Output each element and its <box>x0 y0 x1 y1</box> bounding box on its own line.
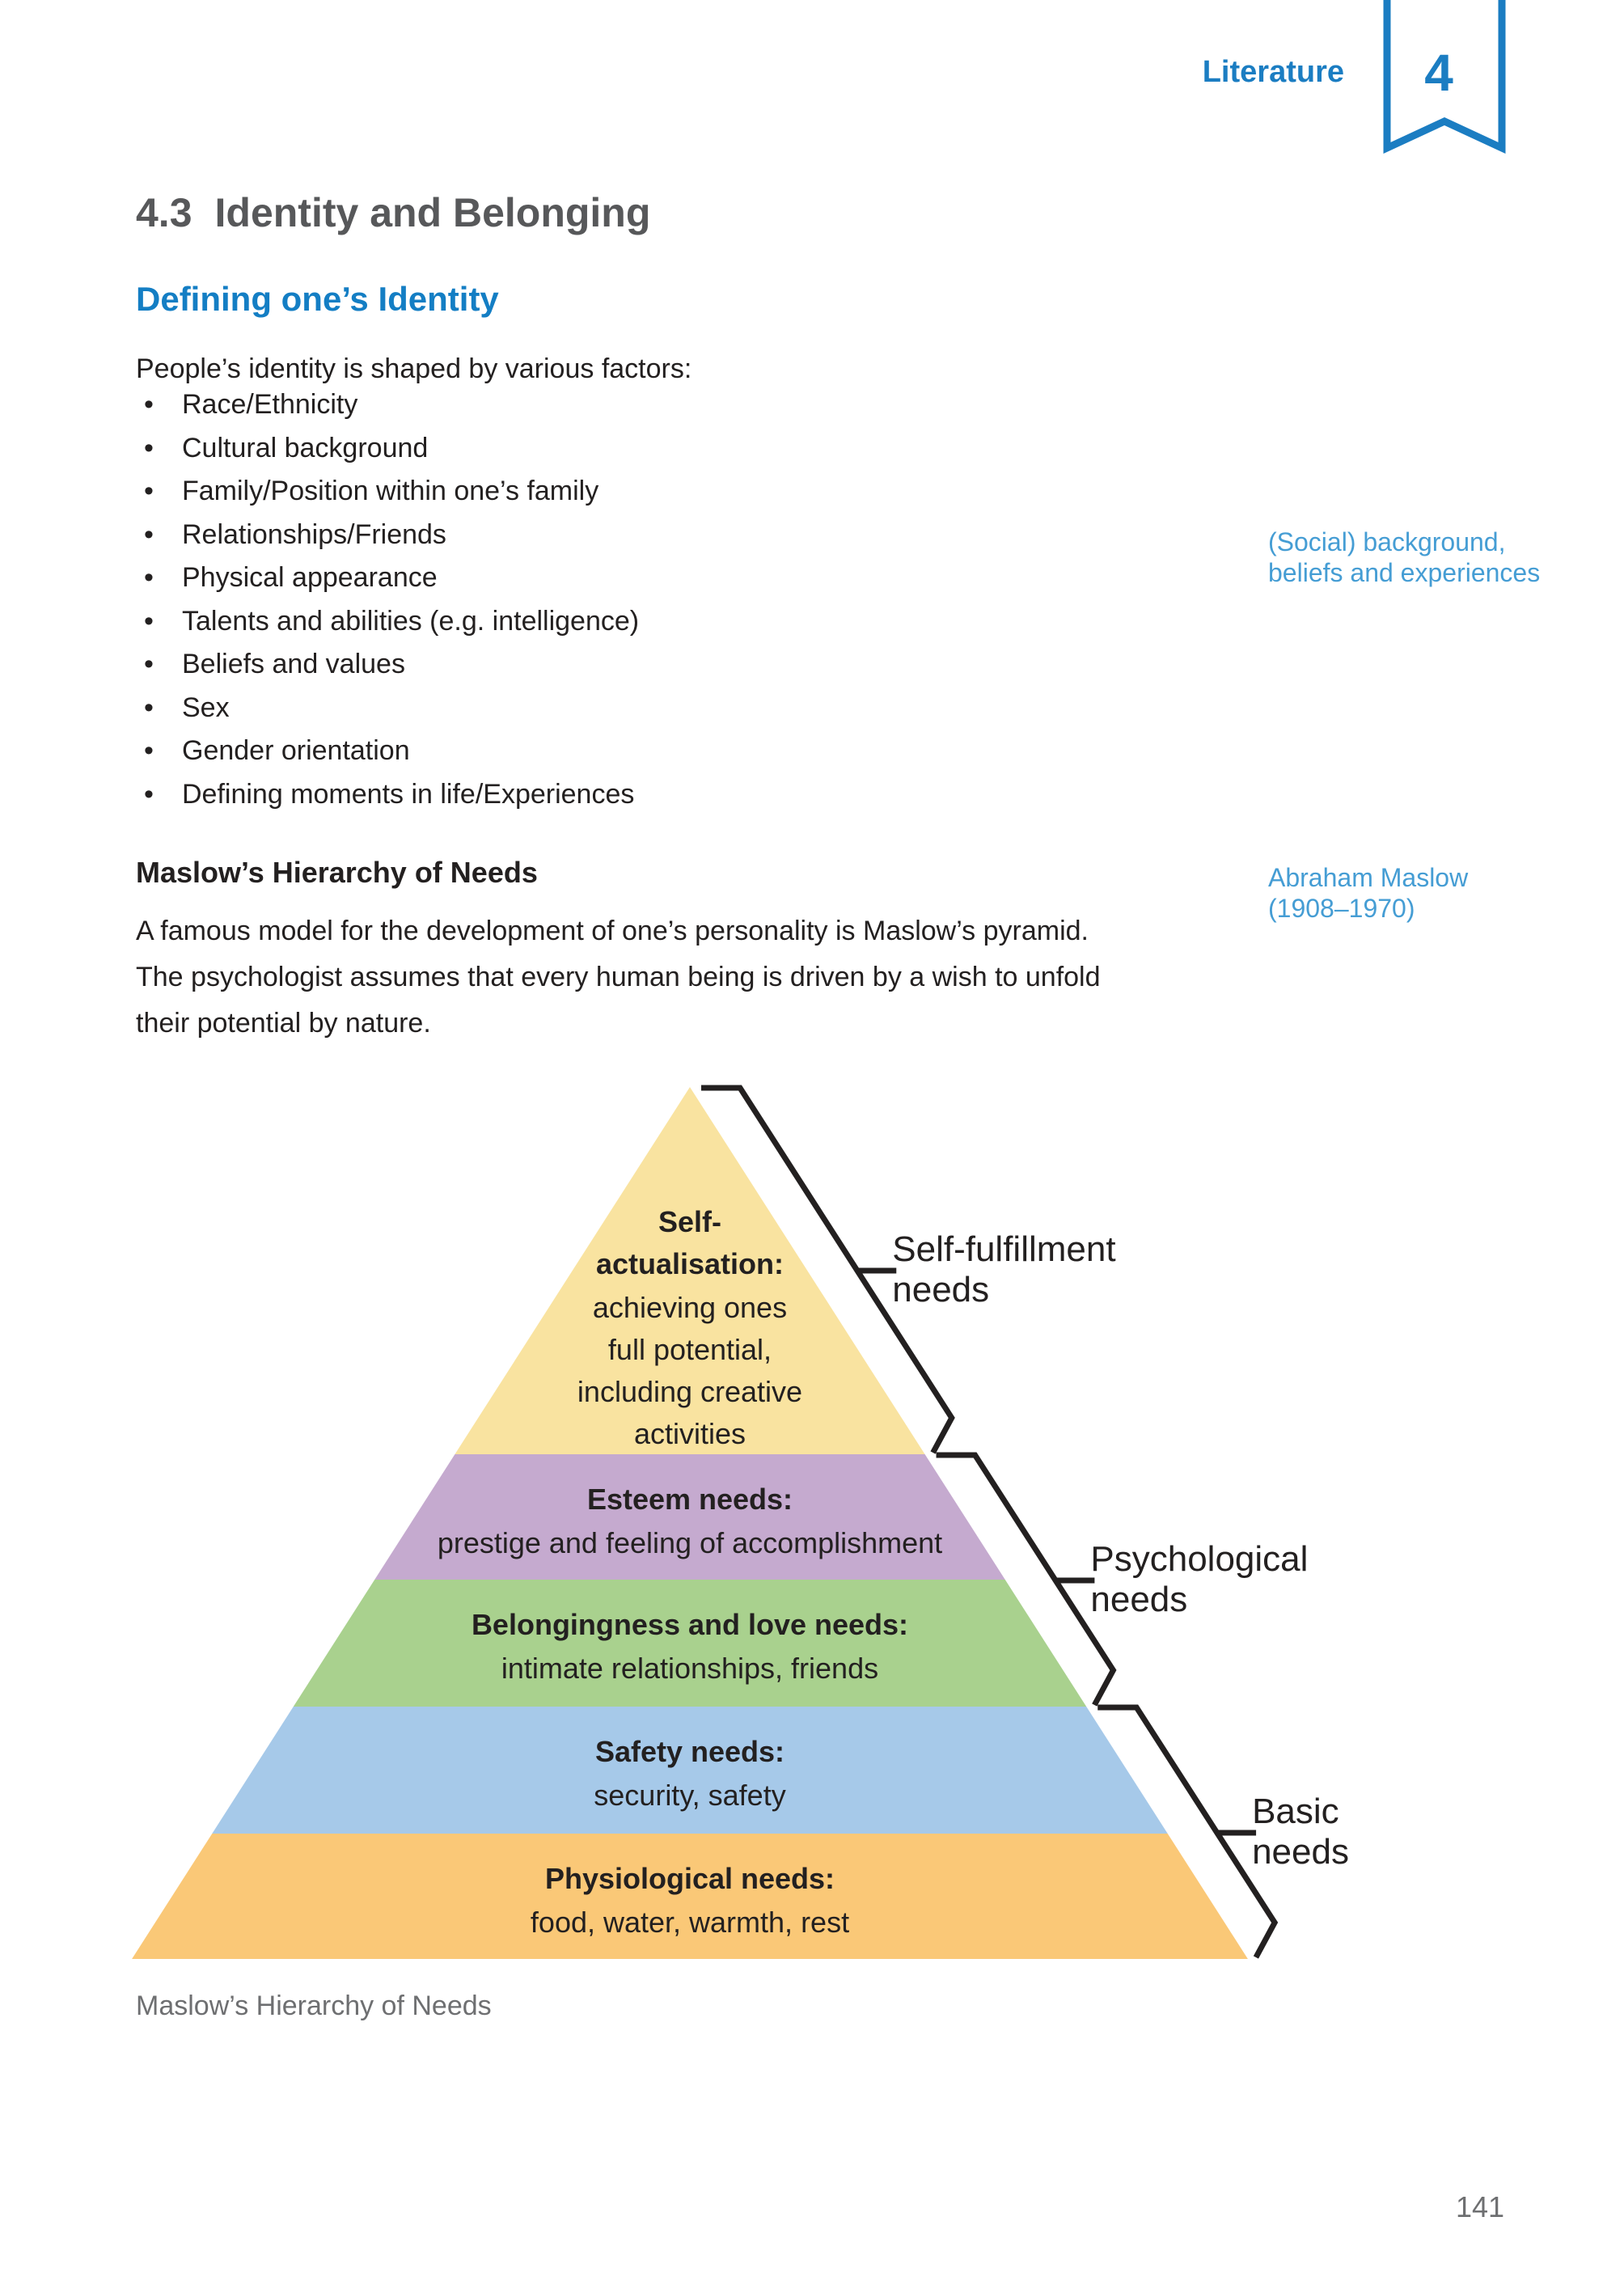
intro-heading: Defining one’s Identity <box>136 280 499 318</box>
tier-description: food, water, warmth, rest <box>530 1906 850 1939</box>
maslow-heading: Maslow’s Hierarchy of Needs <box>136 856 538 889</box>
list-item: • Relationships/Friends <box>136 521 1106 565</box>
list-item: • Beliefs and values <box>136 650 1106 694</box>
pyramid-tier-2 <box>374 1454 1005 1580</box>
group-label: needs <box>1252 1832 1349 1872</box>
paragraph-line: The psychologist assumes that every human being is driven by a wish to unfold <box>136 962 1101 992</box>
paragraph-line: A famous model for the development of one’s personality is Maslow’s pyramid. <box>136 916 1089 946</box>
list-item: • Talents and abilities (e.g. intelligence) <box>136 607 1106 651</box>
group-label: Self-fulfillment <box>892 1229 1116 1269</box>
margin-note-abraham-maslow <box>1268 862 1592 924</box>
list-item: • Cultural background <box>136 434 1106 478</box>
list-item: • Gender orientation <box>136 737 1106 781</box>
maslow-pyramid-figure <box>0 1051 1624 1990</box>
list-item: • Family/Position within one’s family <box>136 477 1106 521</box>
tier-description: activities <box>633 1417 746 1450</box>
tier-title: Physiological needs: <box>544 1862 835 1895</box>
margin-note-line: Abraham Maslow <box>1268 863 1469 892</box>
list-item: • Sex <box>136 694 1106 738</box>
intro-lead: People’s identity is shaped by various factors: <box>136 353 692 384</box>
group-label: needs <box>892 1270 990 1309</box>
pyramid-tier-3 <box>294 1580 1086 1707</box>
margin-note-line: beliefs and experiences <box>1268 558 1541 587</box>
paragraph-line: their potential by nature. <box>136 1008 431 1039</box>
identity-factor-list <box>136 391 1106 823</box>
figure-caption: Maslow’s Hierarchy of Needs <box>136 1991 492 2021</box>
margin-note-social-background <box>1268 527 1592 588</box>
page-title <box>136 192 650 233</box>
list-item: • Defining moments in life/Experiences <box>136 781 1106 824</box>
maslow-paragraph <box>136 908 1284 1047</box>
tier-title: actualisation: <box>595 1247 785 1280</box>
margin-note-line: (1908–1970) <box>1268 894 1415 923</box>
tier-description: prestige and feeling of accomplishment <box>437 1526 943 1559</box>
group-label: Basic <box>1252 1792 1339 1831</box>
page-number: 141 <box>1455 2190 1505 2223</box>
tier-title: Safety needs: <box>594 1735 785 1768</box>
section-number: 4.3 <box>136 190 192 235</box>
header-subject: Literature <box>1202 55 1344 89</box>
section-title-text: Identity and Belonging <box>214 190 651 235</box>
pyramid-tier-5 <box>132 1834 1248 1959</box>
tier-description: including creative <box>577 1375 803 1408</box>
list-item: • Physical appearance <box>136 564 1106 607</box>
list-item: • Race/Ethnicity <box>136 391 1106 434</box>
pyramid-tier-4 <box>212 1707 1167 1834</box>
tier-title: Belongingness and love needs: <box>471 1608 909 1641</box>
margin-note-line: (Social) background, <box>1268 527 1506 556</box>
tier-description: achieving ones <box>592 1291 788 1324</box>
tier-description: intimate relationships, friends <box>501 1652 879 1685</box>
group-label: needs <box>1090 1580 1188 1619</box>
chapter-number: 4 <box>1424 44 1453 102</box>
group-label: Psychological <box>1090 1539 1309 1579</box>
tier-title: Esteem needs: <box>586 1483 793 1516</box>
tier-title: Self- <box>658 1205 722 1238</box>
tier-description: security, safety <box>594 1779 786 1812</box>
tier-description: full potential, <box>607 1333 772 1366</box>
